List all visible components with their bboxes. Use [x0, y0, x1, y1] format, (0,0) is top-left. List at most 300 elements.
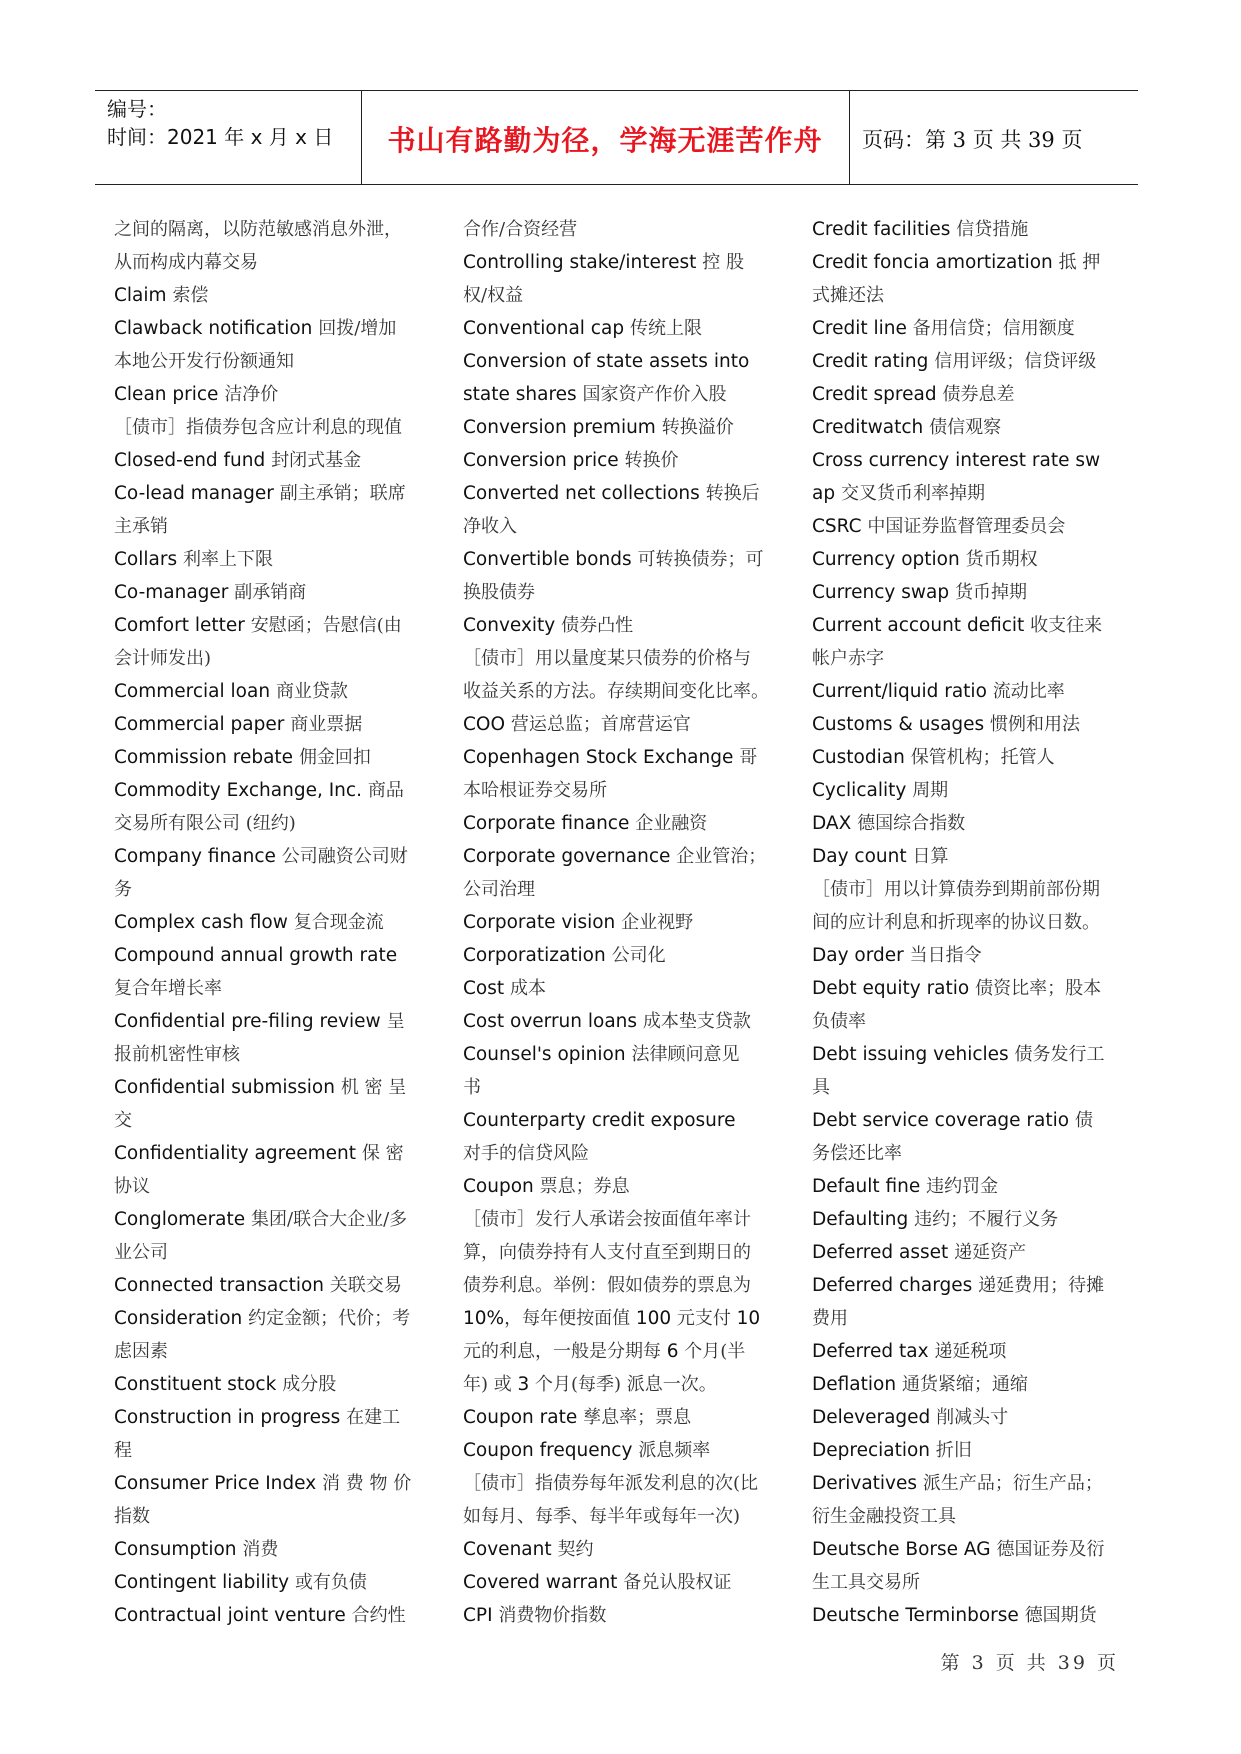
- term-translation: 公司化: [611, 945, 666, 966]
- glossary-line: [114, 279, 434, 312]
- glossary-line: [812, 1599, 1132, 1632]
- glossary-column-3: [812, 213, 1132, 1632]
- glossary-line: [463, 840, 783, 873]
- glossary-line: [463, 1104, 783, 1137]
- glossary-line: [463, 1236, 783, 1269]
- term-translation: 呈: [386, 1011, 405, 1032]
- term-english: Debt equity ratio: [812, 978, 976, 999]
- glossary-line: [114, 576, 434, 609]
- glossary-line: [114, 939, 434, 972]
- term-translation: 控 股: [702, 252, 744, 273]
- term-translation: 商品: [367, 780, 404, 801]
- term-english: Counsel's opinion: [463, 1044, 632, 1065]
- glossary-line: [812, 1269, 1132, 1302]
- glossary-column-2: [463, 213, 783, 1632]
- term-english: Deferred charges: [812, 1275, 979, 1296]
- glossary-line: [812, 576, 1132, 609]
- term-english: DAX: [812, 813, 858, 834]
- glossary-line: [463, 1500, 783, 1533]
- term-translation: 机 密 呈: [340, 1077, 407, 1098]
- term-translation: 算，向债券持有人支付直至到期日的: [463, 1242, 751, 1263]
- glossary-line: [114, 1335, 434, 1368]
- glossary-line: [463, 609, 783, 642]
- term-english: Commodity Exchange, Inc.: [114, 780, 368, 801]
- glossary-line: [812, 213, 1132, 246]
- term-english: Deflation: [812, 1374, 902, 1395]
- term-translation: 契约: [557, 1539, 594, 1560]
- term-translation: 衍生金融投资工具: [812, 1506, 956, 1527]
- term-translation: 德国综合指数: [857, 813, 966, 834]
- term-english: Current account deficit: [812, 615, 1031, 636]
- term-translation: ［债市］指债券每年派发利息的次(比: [463, 1473, 759, 1494]
- glossary-line: [114, 1203, 434, 1236]
- term-translation: 间的应计利息和折现率的协议日数。: [812, 912, 1100, 933]
- term-translation: 复合现金流: [293, 912, 384, 933]
- term-english: Current/liquid ratio: [812, 681, 993, 702]
- term-translation: 惯例和用法: [990, 714, 1081, 735]
- term-english: Coupon frequency: [463, 1440, 639, 1461]
- glossary-line: [114, 543, 434, 576]
- header-divider: [849, 91, 850, 184]
- term-english: Compound annual growth rate: [114, 945, 398, 966]
- glossary-line: [463, 774, 783, 807]
- glossary-line: [114, 510, 434, 543]
- glossary-line: [463, 1434, 783, 1467]
- term-english: Confidentiality agreement: [114, 1143, 362, 1164]
- glossary-line: [463, 972, 783, 1005]
- term-translation: 折旧: [935, 1440, 972, 1461]
- term-english: Deutsche Borse AG: [812, 1539, 997, 1560]
- glossary-line: [812, 774, 1132, 807]
- glossary-line: [114, 675, 434, 708]
- term-english: Corporatization: [463, 945, 612, 966]
- glossary-line: [114, 345, 434, 378]
- term-translation: 主承销: [114, 516, 168, 537]
- glossary-line: [812, 312, 1132, 345]
- term-english: Cost overrun loans: [463, 1011, 643, 1032]
- term-translation: 交易所有限公司 (纽约): [114, 813, 296, 834]
- term-translation: 帐户赤字: [812, 648, 884, 669]
- term-english: Deferred asset: [812, 1242, 955, 1263]
- term-translation: 派息频率: [638, 1440, 711, 1461]
- glossary-line: [812, 411, 1132, 444]
- glossary-line: [812, 1401, 1132, 1434]
- glossary-line: [114, 378, 434, 411]
- glossary-line: [812, 1038, 1132, 1071]
- glossary-line: [463, 741, 783, 774]
- term-translation: 成本: [510, 978, 547, 999]
- glossary-line: [812, 939, 1132, 972]
- term-english: Credit foncia amortization: [812, 252, 1059, 273]
- glossary-line: [114, 840, 434, 873]
- term-english: ap: [812, 483, 841, 504]
- term-translation: 或有负债: [294, 1572, 367, 1593]
- glossary-line: [812, 642, 1132, 675]
- term-english: Contingent liability: [114, 1572, 295, 1593]
- term-english: 6: [666, 1341, 679, 1362]
- glossary-line: [463, 1335, 783, 1368]
- term-translation: 备兑认股权证: [623, 1572, 732, 1593]
- term-translation: 德国证券及衍: [996, 1539, 1105, 1560]
- term-english: Credit facilities: [812, 219, 957, 240]
- glossary-line: [463, 345, 783, 378]
- term-translation: 副承销商: [234, 582, 307, 603]
- term-english: Credit spread: [812, 384, 943, 405]
- glossary-line: [463, 1368, 783, 1401]
- term-english: Day order: [812, 945, 910, 966]
- term-english: COO: [463, 714, 511, 735]
- term-translation: 通货紧缩；通缩: [901, 1374, 1028, 1395]
- term-english: Custodian: [812, 747, 911, 768]
- glossary-line: [114, 642, 434, 675]
- term-translation: 务: [114, 879, 132, 900]
- time-label: 时间：2021 年 x 月 x 日: [107, 125, 334, 149]
- term-translation: 复合年增长率: [114, 978, 222, 999]
- glossary-line: [463, 1533, 783, 1566]
- term-translation: 商业贷款: [275, 681, 348, 702]
- term-translation: 债信观察: [929, 417, 1002, 438]
- term-english: Confidential submission: [114, 1077, 341, 1098]
- term-english: Coupon rate: [463, 1407, 584, 1428]
- term-translation: 佣金回扣: [298, 747, 371, 768]
- glossary-line: [812, 246, 1132, 279]
- term-english: Covered warrant: [463, 1572, 624, 1593]
- term-english: Corporate vision: [463, 912, 622, 933]
- term-translation: 可转换债券；可: [637, 549, 764, 570]
- term-english: Deutsche Terminborse: [812, 1605, 1025, 1626]
- term-english: Deferred tax: [812, 1341, 935, 1362]
- term-english: Contractual joint venture: [114, 1605, 352, 1626]
- term-english: 3: [517, 1374, 530, 1395]
- term-english: Consideration: [114, 1308, 249, 1329]
- term-translation: 递延费用；待摊: [978, 1275, 1105, 1296]
- glossary-line: [463, 1170, 783, 1203]
- term-translation: 转换后: [705, 483, 760, 504]
- glossary-line: [114, 807, 434, 840]
- term-translation: 生工具交易所: [812, 1572, 920, 1593]
- term-english: Debt issuing vehicles: [812, 1044, 1015, 1065]
- glossary-line: [114, 1137, 434, 1170]
- glossary-line: [812, 1566, 1132, 1599]
- glossary-line: [463, 1599, 783, 1632]
- glossary-line: [114, 1302, 434, 1335]
- glossary-line: [114, 1500, 434, 1533]
- glossary-line: [812, 873, 1132, 906]
- term-translation: 企业管治；: [676, 846, 767, 867]
- term-translation: 会计师发出): [114, 648, 212, 669]
- term-english: Customs & usages: [812, 714, 991, 735]
- glossary-line: [812, 1137, 1132, 1170]
- term-english: Claim: [114, 285, 173, 306]
- glossary-line: [114, 741, 434, 774]
- term-english: Debt service coverage ratio: [812, 1110, 1075, 1131]
- term-english: Confidential pre-filing review: [114, 1011, 387, 1032]
- term-english: state shares: [463, 384, 583, 405]
- glossary-line: [812, 345, 1132, 378]
- term-translation: 德国期货: [1024, 1605, 1097, 1626]
- glossary-line: [812, 1302, 1132, 1335]
- term-translation: 保管机构；托管人: [910, 747, 1055, 768]
- term-translation: 交: [114, 1110, 132, 1131]
- term-translation: 利率上下限: [182, 549, 273, 570]
- term-translation: 信用评级；信贷评级: [934, 351, 1097, 372]
- glossary-line: [463, 279, 783, 312]
- glossary-line: [463, 1071, 783, 1104]
- term-translation: 集团/联合大企业/多: [251, 1209, 408, 1230]
- glossary-line: [463, 543, 783, 576]
- glossary-line: [812, 1500, 1132, 1533]
- term-translation: 法律顾问意见: [631, 1044, 740, 1065]
- term-translation: 从而构成内幕交易: [114, 252, 258, 273]
- term-translation: 流动比率: [992, 681, 1065, 702]
- glossary-line: [114, 1434, 434, 1467]
- header-left-cell: [95, 91, 361, 184]
- glossary-line: [463, 510, 783, 543]
- term-english: Collars: [114, 549, 183, 570]
- term-translation: 协议: [114, 1176, 150, 1197]
- term-translation: 个月(每季) 派息一次。: [529, 1374, 717, 1395]
- term-translation: 货币期权: [965, 549, 1038, 570]
- term-translation: 债券凸性: [561, 615, 634, 636]
- glossary-line: [812, 1533, 1132, 1566]
- glossary-line: [812, 675, 1132, 708]
- glossary-line: [812, 1467, 1132, 1500]
- term-translation: 营运总监；首席营运官: [510, 714, 691, 735]
- glossary-line: [114, 477, 434, 510]
- term-translation: 合约性: [351, 1605, 406, 1626]
- term-translation: 公司融资公司财: [281, 846, 408, 867]
- term-english: Conversion premium: [463, 417, 662, 438]
- glossary-line: [114, 609, 434, 642]
- term-translation: 违约；不履行义务: [914, 1209, 1059, 1230]
- glossary-line: [812, 609, 1132, 642]
- term-english: Copenhagen Stock Exchange: [463, 747, 740, 768]
- term-translation: 之间的隔离，以防范敏感消息外泄，: [114, 219, 402, 240]
- glossary-line: [114, 246, 434, 279]
- term-translation: 债券息差: [942, 384, 1015, 405]
- term-translation: 递延资产: [954, 1242, 1027, 1263]
- glossary-line: [463, 708, 783, 741]
- term-translation: ［债市］指债券包含应计利息的现值: [114, 417, 402, 438]
- term-translation: 如每月、每季、每半年或每年一次): [463, 1506, 741, 1527]
- glossary-line: [812, 1236, 1132, 1269]
- glossary-line: [463, 642, 783, 675]
- glossary-line: [463, 1566, 783, 1599]
- term-translation: 票息；券息: [539, 1176, 630, 1197]
- term-english: Commercial paper: [114, 714, 291, 735]
- term-translation: 本哈根证券交易所: [463, 780, 607, 801]
- term-translation: 在建工: [346, 1407, 401, 1428]
- term-translation: 本地公开发行份额通知: [114, 351, 294, 372]
- term-translation: 消费物价指数: [498, 1605, 607, 1626]
- term-english: Convertible bonds: [463, 549, 638, 570]
- term-english: Consumer Price Index: [114, 1473, 323, 1494]
- term-translation: 成分股: [282, 1374, 337, 1395]
- term-translation: 企业融资: [635, 813, 708, 834]
- term-translation: 商业票据: [290, 714, 363, 735]
- glossary-line: [114, 1566, 434, 1599]
- glossary-line: [463, 807, 783, 840]
- glossary-line: [812, 1203, 1132, 1236]
- glossary-line: [812, 444, 1132, 477]
- term-english: Cost: [463, 978, 511, 999]
- glossary-line: [812, 1170, 1132, 1203]
- term-english: Depreciation: [812, 1440, 936, 1461]
- term-translation: 国家资产作价入股: [582, 384, 727, 405]
- glossary-line: [812, 906, 1132, 939]
- term-english: Clean price: [114, 384, 225, 405]
- term-english: Defaulting: [812, 1209, 915, 1230]
- term-translation: 当日指令: [909, 945, 982, 966]
- glossary-line: [812, 741, 1132, 774]
- glossary-line: [114, 1599, 434, 1632]
- term-english: 10: [736, 1308, 761, 1329]
- page-footer: 第 3 页 共 39 页: [940, 1652, 1119, 1674]
- term-translation: 元支付: [671, 1308, 737, 1329]
- term-translation: 具: [812, 1077, 830, 1098]
- term-translation: ［债市］用以量度某只债券的价格与: [463, 648, 751, 669]
- glossary-line: [463, 675, 783, 708]
- term-translation: ［债市］发行人承诺会按面值年率计: [463, 1209, 751, 1230]
- term-translation: 对手的信贷风险: [463, 1143, 589, 1164]
- term-english: Commission rebate: [114, 747, 299, 768]
- term-translation: 净收入: [463, 516, 517, 537]
- term-translation: 货币掉期: [954, 582, 1027, 603]
- term-translation: 封闭式基金: [271, 450, 362, 471]
- term-translation: 传统上限: [629, 318, 702, 339]
- term-english: Derivatives: [812, 1473, 923, 1494]
- term-english: Corporate finance: [463, 813, 636, 834]
- term-english: Conversion of state assets into: [463, 351, 750, 372]
- term-english: Constituent stock: [114, 1374, 283, 1395]
- term-english: Currency option: [812, 549, 966, 570]
- glossary-line: [812, 840, 1132, 873]
- term-english: 10%: [463, 1308, 505, 1329]
- term-translation: 洁净价: [224, 384, 279, 405]
- glossary-line: [463, 1302, 783, 1335]
- term-translation: 企业视野: [621, 912, 694, 933]
- term-translation: 负债率: [812, 1011, 866, 1032]
- term-english: Credit rating: [812, 351, 935, 372]
- glossary-line: [812, 1335, 1132, 1368]
- term-translation: 约定金额；代价；考: [248, 1308, 411, 1329]
- term-translation: 中国证券监督管理委员会: [867, 516, 1066, 537]
- term-translation: 权/权益: [463, 285, 524, 306]
- glossary-line: [114, 873, 434, 906]
- glossary-line: [114, 1005, 434, 1038]
- glossary-line: [114, 1170, 434, 1203]
- term-translation: 报前机密性审核: [114, 1044, 240, 1065]
- glossary-line: [463, 906, 783, 939]
- term-english: Conventional cap: [463, 318, 630, 339]
- glossary-line: [114, 774, 434, 807]
- term-english: Cross currency interest rate sw: [812, 450, 1101, 471]
- term-translation: 违约罚金: [926, 1176, 999, 1197]
- page-header: [95, 90, 1138, 185]
- glossary-line: [114, 1038, 434, 1071]
- term-translation: 收益关系的方法。存续期间变化比率。: [463, 681, 769, 702]
- glossary-line: [463, 1137, 783, 1170]
- term-english: Commercial loan: [114, 681, 276, 702]
- glossary-line: [463, 378, 783, 411]
- term-translation: 索偿: [172, 285, 209, 306]
- term-translation: 公司治理: [463, 879, 535, 900]
- glossary-line: [114, 213, 434, 246]
- term-translation: 债券利息。举例：假如债券的票息为: [463, 1275, 751, 1296]
- term-english: Creditwatch: [812, 417, 930, 438]
- term-translation: 指数: [114, 1506, 150, 1527]
- term-translation: 回拨/增加: [318, 318, 397, 339]
- term-english: Clawback notification: [114, 318, 319, 339]
- term-english: 100: [635, 1308, 672, 1329]
- term-translation: 债资比率；股本: [975, 978, 1102, 999]
- term-translation: 副主承销；联席: [279, 483, 406, 504]
- glossary-line: [463, 1038, 783, 1071]
- term-translation: 换股债券: [463, 582, 535, 603]
- term-translation: 消费: [242, 1539, 279, 1560]
- glossary-line: [463, 576, 783, 609]
- term-translation: 程: [114, 1440, 132, 1461]
- term-translation: 转换溢价: [661, 417, 734, 438]
- term-english: Controlling stake/interest: [463, 252, 703, 273]
- term-translation: 周期: [912, 780, 949, 801]
- term-translation: 信贷措施: [956, 219, 1029, 240]
- glossary-line: [812, 1071, 1132, 1104]
- term-translation: 费用: [812, 1308, 848, 1329]
- term-english: Default fine: [812, 1176, 927, 1197]
- term-translation: 交叉货币利率掉期: [840, 483, 985, 504]
- term-translation: 元的利息，一般是分期每: [463, 1341, 667, 1362]
- glossary-column-1: [114, 213, 434, 1632]
- glossary-line: [114, 708, 434, 741]
- term-translation: 递延税项: [934, 1341, 1007, 1362]
- glossary-line: [114, 1467, 434, 1500]
- term-english: Consumption: [114, 1539, 243, 1560]
- glossary-line: [463, 939, 783, 972]
- glossary-line: [812, 510, 1132, 543]
- term-english: Converted net collections: [463, 483, 706, 504]
- glossary-line: [463, 213, 783, 246]
- term-english: Currency swap: [812, 582, 955, 603]
- term-translation: 保 密: [361, 1143, 404, 1164]
- term-english: Corporate governance: [463, 846, 677, 867]
- term-english: Company finance: [114, 846, 282, 867]
- term-translation: 业公司: [114, 1242, 168, 1263]
- glossary-line: [114, 1236, 434, 1269]
- glossary-line: [812, 807, 1132, 840]
- term-translation: 虑因素: [114, 1341, 168, 1362]
- glossary-line: [114, 906, 434, 939]
- glossary-line: [812, 477, 1132, 510]
- glossary-line: [463, 873, 783, 906]
- glossary-line: [114, 312, 434, 345]
- term-translation: 债: [1074, 1110, 1093, 1131]
- glossary-line: [463, 1401, 783, 1434]
- term-english: Cyclicality: [812, 780, 913, 801]
- term-translation: 备用信贷；信用额度: [912, 318, 1075, 339]
- term-translation: 债务发行工: [1014, 1044, 1105, 1065]
- glossary-line: [812, 543, 1132, 576]
- term-translation: 个月(半: [678, 1341, 746, 1362]
- term-translation: 收支往来: [1030, 615, 1103, 636]
- term-translation: ，每年便按面值: [504, 1308, 636, 1329]
- glossary-line: [114, 411, 434, 444]
- glossary-line: [463, 1005, 783, 1038]
- term-translation: 转换价: [624, 450, 679, 471]
- term-english: Co-lead manager: [114, 483, 280, 504]
- glossary-line: [812, 378, 1132, 411]
- glossary-line: [463, 1467, 783, 1500]
